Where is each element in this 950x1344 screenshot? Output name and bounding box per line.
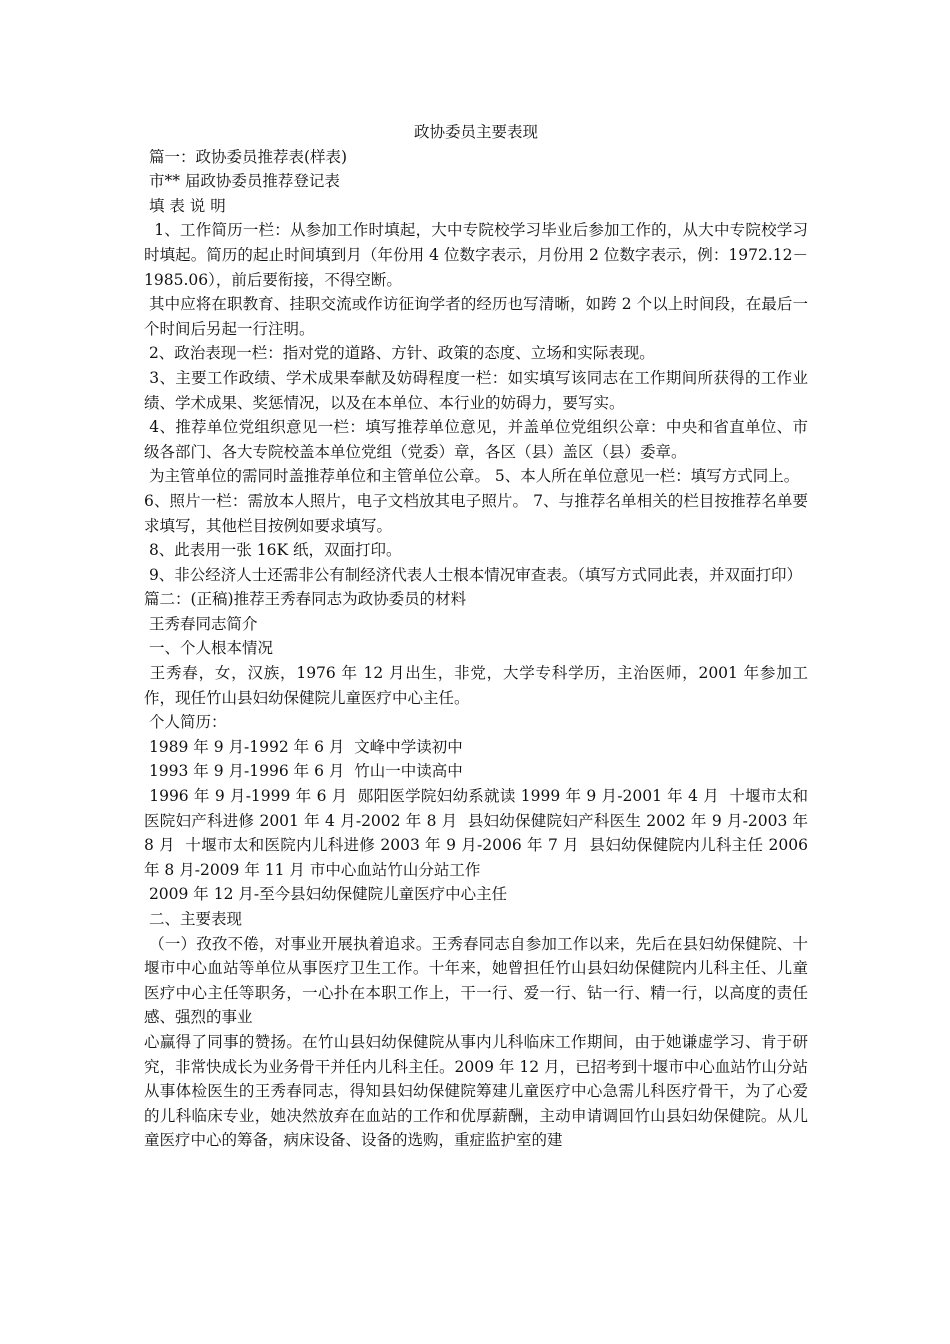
document-title: 政协委员主要表现 — [413, 123, 538, 141]
paragraph: 4、推荐单位党组织意见一栏：填写推荐单位意见，并盖单位党组织公章：中央和省直单位、市级各部门、各大专院校盖本单位党组（党委）章，各区（县）盖区（县）委章。 — [144, 418, 808, 461]
document-page — [144, 120, 813, 1153]
paragraph: 3、主要工作政绩、学术成果奉献及妨碍程度一栏：如实填写该同志在工作期间所获得的工作业绩、学术成果、奖惩情况，以及在本单位、本行业的妨碍力，要写实。 — [144, 368, 808, 412]
paragraph: 为主管单位的需同时盖推荐单位和主管单位公章。 5、本人所在单位意见一栏：填写方式同上。 — [144, 467, 800, 486]
paragraph: 1996 年 9 月-1999 年 6 月 郧阳医学院妇幼系就读 1999 年 9 月-2001 年 4 月 十堰市太和医院妇产科进修 2001 年 4 月-2002 年 8 月 县妇幼保健院妇产科医生 2002 年 9 月-2003 年 8 月 十堰市太和医院内儿科进修 2003 年 9 月-2006 年 7 月 县妇幼保健院内儿科主任 2006 年 8 月-2009 年 11 月 市中心血站竹山分站工作 — [144, 787, 813, 879]
paragraph: 8、此表用一张 16K 纸，双面打印。 — [144, 541, 402, 560]
paragraph: 王秀春，女，汉族，1976 年 12 月出生，非党，大学专科学历，主治医师，2001 年参加工作，现任竹山县妇幼保健院儿童医疗中心主任。 — [144, 664, 808, 707]
paragraph: 9、非公经济人士还需非公有制经济代表人士根本情况审查表。（填写方式同此表，并双面打印） — [144, 565, 803, 584]
paragraph: 个人简历： — [144, 713, 227, 732]
paragraph: 2、政治表现一栏：指对党的道路、方针、政策的态度、立场和实际表现。 — [144, 344, 655, 363]
paragraph: 心赢得了同事的赞扬。在竹山县妇幼保健院从事内儿科临床工作期间，由于她谦虚学习、肯于研究，非常快成长为业务骨干并任内儿科主任。2009 年 12 月，已招考到十堰市中心血站竹山分站从事体检医生的王秀春同志，得知县妇幼保健院筹建儿童医疗中心急需儿科医疗骨干，为了心爱的儿科临床专业，她决然放弃在血站的工作和优厚薪酬，主动申请调回竹山县妇幼保健院。从儿童医疗中心的筹备，病床设备、设备的选购，重症监护室的建 — [144, 1032, 808, 1150]
paragraph: 6、照片一栏：需放本人照片，电子文档放其电子照片。 7、与推荐名单相关的栏目按推荐名单要求填写，其他栏目按例如要求填写。 — [144, 491, 808, 535]
paragraph: 市** 届政协委员推荐登记表 — [144, 172, 340, 191]
paragraph: （一）孜孜不倦，对事业开展执着追求。王秀春同志自参加工作以来，先后在县妇幼保健院、十堰市中心血站等单位从事医疗卫生工作。十年来，她曾担任竹山县妇幼保健院内儿科主任、儿童医疗中心主任等职务，一心扑在本职工作上，干一行、爱一行、钻一行、精一行，以高度的责任感、强烈的事业 — [144, 934, 808, 1027]
paragraph: 篇一：政协委员推荐表(样表) — [144, 147, 348, 166]
paragraph: 1993 年 9 月-1996 年 6 月 竹山一中读高中 — [144, 762, 463, 781]
paragraph: 其中应将在职教育、挂职交流或作访征询学者的经历也写清晰，如跨 2 个以上时间段，在最后一个时间后另起一行注明。 — [144, 295, 809, 338]
paragraph: 篇二：(正稿)推荐王秀春同志为政协委员的材料 — [144, 590, 467, 609]
paragraph: 一、个人根本情况 — [144, 639, 273, 658]
paragraph: 1、工作简历一栏：从参加工作时填起，大中专院校学习毕业后参加工作的，从大中专院校学习时填起。简历的起止时间填到月（年份用 4 位数字表示，月份用 2 位数字表示，例：1972.12－1985.06），前后要衔接，不得空断。 — [144, 221, 808, 289]
paragraph: 1989 年 9 月-1992 年 6 月 文峰中学读初中 — [144, 737, 463, 756]
document-body — [144, 145, 813, 1153]
paragraph: 二、主要表现 — [144, 910, 242, 928]
paragraph: 2009 年 12 月-至今县妇幼保健院儿童医疗中心主任 — [144, 885, 508, 904]
paragraph: 王秀春同志简介 — [144, 614, 258, 633]
paragraph: 填 表 说 明 — [144, 196, 226, 215]
